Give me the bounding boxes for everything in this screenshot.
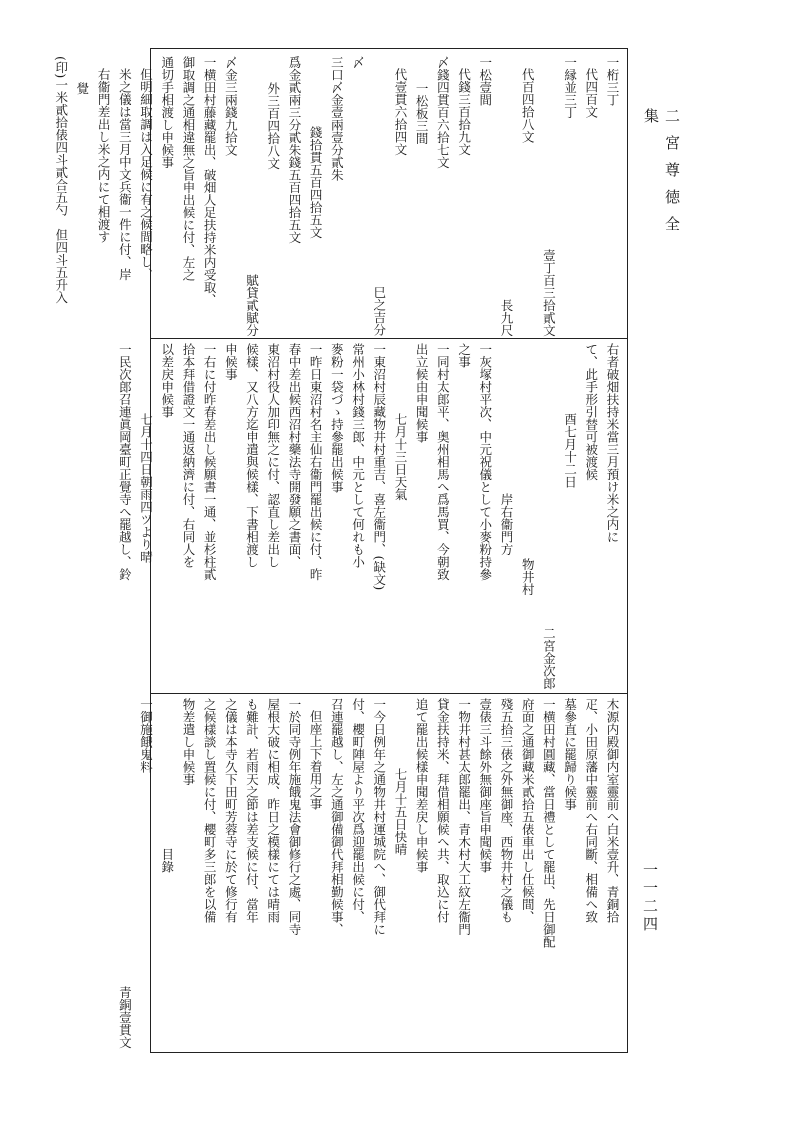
column-text: 召連罷越し、左之通御備御代拜相勤候事、 <box>329 698 345 936</box>
text-column <box>432 343 453 689</box>
running-header-title: 二宮尊徳全集 <box>642 108 681 243</box>
column-text: 一於同寺例年施餓鬼法會御修行之處、同寺 <box>286 698 302 936</box>
column-tail-text: 巳之吉分 <box>371 286 387 336</box>
column-text: 一米貳拾俵四斗貳合五勺 但四斗五升入 <box>53 78 69 304</box>
text-column <box>581 56 602 336</box>
column-text: 一民次郎召連眞岡臺町正覺寺へ罷越し、鈴 <box>117 343 133 581</box>
column-text: 壹俵三斗餘外無御座旨申聞候事 <box>477 698 493 873</box>
text-column <box>220 56 241 336</box>
text-column <box>369 343 390 689</box>
text-column <box>496 56 538 336</box>
text-column <box>453 698 474 1048</box>
column-text: 申候事 <box>223 343 239 381</box>
text-column <box>559 698 580 1048</box>
text-column <box>475 343 496 689</box>
column-text: 一同村太郎平、奥州相馬へ爲馬買、今朝致 <box>435 343 451 581</box>
column-text: 一昨日東沼村名主仙右衞門罷出候に付、昨 <box>308 343 324 581</box>
column-text: 一横田村圓藏、當日禮として罷出、先日御配 <box>541 698 557 948</box>
column-text: 代錢三百拾九文 <box>456 68 472 156</box>
column-text: 一東沼村辰藏物井村重吉、喜左衞門、(缺文) <box>371 343 387 591</box>
column-text: 但明細取調は入足候に有之候間略し、 <box>138 68 154 281</box>
text-column <box>538 343 580 689</box>
column-text: 出立候由申聞候事 <box>414 343 430 443</box>
column-text: も難計、若雨天之節は差支候に付、當年 <box>244 698 260 923</box>
text-column <box>347 343 368 689</box>
text-column <box>284 343 305 689</box>
column-text: 代壹貫六拾四文 <box>392 68 408 156</box>
column-text: 一縁並三丁 <box>562 56 578 119</box>
text-column <box>411 698 432 1048</box>
text-column <box>284 698 305 1048</box>
column-text: 木源内殿御内室靈前へ白米壹升、青銅拾 <box>605 698 620 923</box>
panel-divider-upper <box>150 338 628 339</box>
text-column <box>241 56 283 336</box>
column-text: 外三百四拾八文 <box>265 82 281 170</box>
text-column <box>517 343 538 689</box>
column-text: て、此手形引替可被渡候 <box>583 343 599 481</box>
text-column <box>390 343 411 689</box>
text-column <box>369 56 411 336</box>
text-column <box>411 56 432 336</box>
column-tail-text: 二宮金次郎 <box>541 626 557 689</box>
text-column <box>453 343 474 689</box>
text-column <box>602 698 623 1048</box>
column-text: 錢拾貫五百四拾五文 <box>308 126 324 239</box>
column-text: 爲金貳兩三分貳朱錢五百四拾五文 <box>286 56 302 244</box>
column-text: 通切手相渡し申候事 <box>159 56 175 169</box>
text-column <box>220 698 241 1048</box>
column-text: 〆錢四貫百六拾七文 <box>435 56 451 169</box>
column-text: 麥粉一袋づゝ持參罷出候事 <box>329 343 345 493</box>
column-text: 之候樣談し置候に付、櫻町多三郎を以備 <box>202 698 218 923</box>
text-column <box>602 56 623 336</box>
column-text: 屋根大破に相成、昨日之模樣にては晴雨 <box>265 698 281 923</box>
column-text: 殘五拾三俵之外無御座、西物井村之儀も <box>498 698 514 923</box>
column-text: 右者破畑扶持米當三月預け米之内に <box>605 343 620 543</box>
text-column <box>157 56 178 336</box>
text-column <box>602 343 623 689</box>
text-panel-bottom <box>117 698 623 1048</box>
text-column <box>538 698 559 1048</box>
column-text: 以差戻申候事 <box>159 343 175 418</box>
column-text: 東沼村役人加印無之に付、認直し差出し <box>265 343 281 568</box>
text-column <box>432 698 453 1048</box>
column-text: 一今日例年之通物井村運城院へ、御代拜に <box>371 698 387 936</box>
column-text: 一桁三丁 <box>605 56 620 106</box>
panel-divider-lower <box>150 693 628 694</box>
column-text: 目錄 <box>159 848 175 873</box>
text-column <box>241 698 262 1048</box>
column-text: 七月十三日天氣 <box>392 413 408 501</box>
text-column <box>453 56 474 336</box>
text-column <box>199 698 220 1048</box>
text-column <box>581 343 602 689</box>
text-column <box>517 698 538 1048</box>
column-text: 一物井村甚太郎罷出、青木村大工紋左衞門 <box>456 698 472 936</box>
column-text: 一松壹間 <box>477 56 493 106</box>
column-text: 物井村 <box>520 558 536 596</box>
text-column <box>220 343 241 689</box>
text-column <box>496 698 517 1048</box>
text-column <box>369 698 390 1048</box>
text-column <box>581 698 602 1048</box>
seal-mark: (印) <box>53 56 69 79</box>
text-column <box>496 343 517 689</box>
column-text: 候樣、又八方迄申遣與候樣、下書相渡し <box>244 343 260 568</box>
text-column <box>135 343 156 689</box>
text-column <box>199 56 220 336</box>
column-text: 一灰塚村平次、中元祝儀として小麥粉持參 <box>477 343 493 581</box>
page-number: 一一二四 <box>641 862 659 934</box>
text-column <box>305 56 326 336</box>
text-column <box>432 56 453 336</box>
column-text: 但座上下着用之事 <box>308 710 324 810</box>
text-column <box>178 56 199 336</box>
column-text: 酉七月十二日 <box>562 413 578 488</box>
column-text: 貸金扶持米、拜借相願候へ共、取込に付 <box>435 698 451 923</box>
text-column <box>114 343 135 689</box>
column-text: 府面之通御藏米貳拾五俵車出し仕候間、 <box>520 698 536 923</box>
column-text: 之事 <box>456 343 472 368</box>
text-column <box>199 343 220 689</box>
text-column <box>326 343 347 689</box>
text-panel-top <box>53 56 623 336</box>
text-column <box>326 698 347 1048</box>
column-tail-text: 賦貸貳賦分 <box>244 273 260 336</box>
text-column <box>347 56 368 336</box>
column-tail-text: 長九尺 <box>498 298 514 336</box>
text-column <box>157 698 178 1048</box>
text-column <box>538 56 580 336</box>
column-text: 〆金三兩錢九拾文 <box>223 56 239 156</box>
text-column <box>72 56 93 336</box>
text-column <box>178 698 199 1048</box>
column-text: 御取調之通相違無之旨申出候に付、左之 <box>180 56 196 281</box>
text-column <box>263 698 284 1048</box>
column-tail-text: 青銅壹貫文 <box>117 985 133 1048</box>
column-text: 春中差出候西沼村藥法寺開發願之書面、 <box>286 343 302 568</box>
text-column <box>114 698 156 1048</box>
column-text: 一横田村藤藏罷出、破畑人足扶持米内受取、 <box>202 56 218 306</box>
column-text: 追て罷出候樣申聞差戻し申候事 <box>414 698 430 873</box>
text-column <box>347 698 368 1048</box>
column-text: 疋、小田原藩中靈前へ右同斷、相備へ致 <box>583 698 599 923</box>
text-column <box>390 698 411 1048</box>
text-column <box>135 56 156 336</box>
text-column <box>114 56 135 336</box>
column-text: 付、櫻町陣屋より平次爲迎罷出候に付、 <box>350 698 366 923</box>
text-column <box>305 698 326 1048</box>
column-text: 拾本拜借證文一通返納濟に付、右同人を <box>180 343 196 568</box>
column-text: 覺 <box>74 82 90 95</box>
column-text: 〆 <box>350 56 366 69</box>
text-column <box>411 343 432 689</box>
column-text: 七月十四日朝雨四ツより晴 <box>138 413 154 563</box>
column-text: 墓參直に罷歸り候事 <box>562 698 578 811</box>
column-text: 米之儀は當三月中文兵衞一件に付、岸 <box>117 68 133 281</box>
column-text: 物差遣し申候事 <box>180 698 196 786</box>
text-column <box>241 343 262 689</box>
text-column <box>284 56 305 336</box>
text-column <box>178 343 199 689</box>
text-column <box>157 343 178 689</box>
text-column <box>475 56 496 336</box>
column-text: 一御施餓鬼料 <box>138 698 154 773</box>
text-panel-middle <box>117 343 623 689</box>
column-text: 三口〆金壹兩壹分貳朱 <box>329 56 345 181</box>
column-text: 之儀は本寺久下田町芳蓉寺に於て修行有 <box>223 698 239 923</box>
text-column <box>263 343 284 689</box>
column-text: 常州小林村錢三郎、中元として何れも小 <box>350 343 366 568</box>
column-text: 一右に付昨春差出し候願書一通、並杉柱貳 <box>202 343 218 581</box>
text-column <box>51 56 72 336</box>
text-column <box>93 56 114 336</box>
column-text: 七月十五日快晴 <box>392 768 408 856</box>
column-text: 代百四拾八文 <box>520 68 536 143</box>
column-text: 一松板三間 <box>414 82 430 145</box>
text-column <box>305 343 326 689</box>
column-text: 右衞門差出し米之内にて相渡す <box>96 68 112 243</box>
text-column <box>475 698 496 1048</box>
text-column <box>326 56 347 336</box>
column-text: 代四百文 <box>583 68 599 118</box>
column-tail-text: 壹丁百三拾貳文 <box>541 248 557 336</box>
column-text: 岸右衞門方 <box>498 493 514 556</box>
